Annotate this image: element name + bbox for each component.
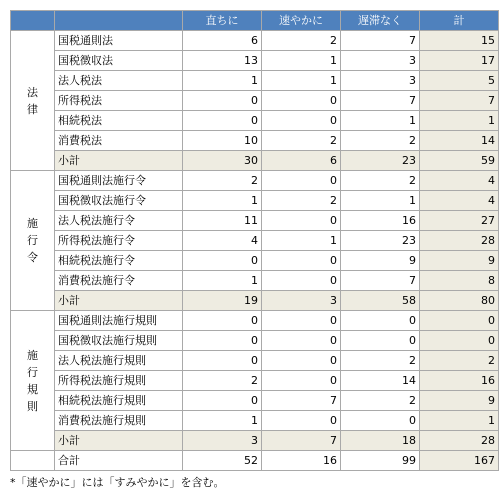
- subtotal-label: 小計: [55, 431, 183, 451]
- value-cell: 2: [341, 391, 420, 411]
- category-label: 施 行 令: [27, 217, 38, 264]
- law-name-cell: 相続税法施行規則: [55, 391, 183, 411]
- row-total-cell: 2: [420, 351, 499, 371]
- value-cell: 7: [341, 91, 420, 111]
- grand-total-label: 合計: [55, 451, 183, 471]
- value-cell: 2: [341, 351, 420, 371]
- category-cell: [11, 311, 55, 451]
- table-row: [11, 71, 499, 91]
- value-cell: 0: [183, 91, 262, 111]
- subtotal-value: 3: [183, 431, 262, 451]
- subtotal-row: [11, 151, 499, 171]
- value-cell: 0: [183, 351, 262, 371]
- table-row: [11, 311, 499, 331]
- table-row: [11, 351, 499, 371]
- value-cell: 6: [183, 31, 262, 51]
- law-name-cell: 国税徴収法施行規則: [55, 331, 183, 351]
- law-name-cell: 相続税法: [55, 111, 183, 131]
- value-cell: 0: [262, 351, 341, 371]
- table-row: [11, 231, 499, 251]
- law-name-cell: 国税徴収法施行令: [55, 191, 183, 211]
- subtotal-label: 小計: [55, 291, 183, 311]
- law-name-cell: 国税通則法施行規則: [55, 311, 183, 331]
- category-label: 法 律: [27, 85, 38, 116]
- value-cell: 0: [341, 311, 420, 331]
- row-total-cell: 17: [420, 51, 499, 71]
- subtotal-row: [11, 291, 499, 311]
- law-name-cell: 法人税法: [55, 71, 183, 91]
- row-total-cell: 7: [420, 91, 499, 111]
- table-row: [11, 271, 499, 291]
- category-label: 施 行 規 則: [27, 348, 38, 413]
- subtotal-label: 小計: [55, 151, 183, 171]
- column-header: 直ちに: [183, 11, 262, 31]
- row-total-cell: 1: [420, 111, 499, 131]
- value-cell: 1: [262, 51, 341, 71]
- law-name-cell: 国税通則法施行令: [55, 171, 183, 191]
- table-row: [11, 111, 499, 131]
- table-row: [11, 171, 499, 191]
- value-cell: 16: [341, 211, 420, 231]
- value-cell: 2: [183, 371, 262, 391]
- value-cell: 3: [341, 71, 420, 91]
- law-name-cell: 相続税法施行令: [55, 251, 183, 271]
- statistics-table: [10, 10, 499, 471]
- value-cell: 2: [262, 131, 341, 151]
- value-cell: 0: [341, 411, 420, 431]
- value-cell: 0: [341, 331, 420, 351]
- value-cell: 0: [183, 391, 262, 411]
- subtotal-value: 30: [183, 151, 262, 171]
- value-cell: 0: [183, 331, 262, 351]
- row-total-cell: 16: [420, 371, 499, 391]
- value-cell: 0: [183, 251, 262, 271]
- value-cell: 14: [341, 371, 420, 391]
- value-cell: 0: [262, 171, 341, 191]
- column-header: 計: [420, 11, 499, 31]
- value-cell: 0: [262, 411, 341, 431]
- row-total-cell: 27: [420, 211, 499, 231]
- law-name-cell: 消費税法施行規則: [55, 411, 183, 431]
- subtotal-value: 18: [341, 431, 420, 451]
- law-name-cell: 所得税法施行令: [55, 231, 183, 251]
- value-cell: 9: [341, 251, 420, 271]
- table-row: [11, 411, 499, 431]
- value-cell: 2: [341, 171, 420, 191]
- table-row: [11, 51, 499, 71]
- value-cell: 0: [262, 251, 341, 271]
- row-total-cell: 4: [420, 191, 499, 211]
- subtotal-value: 19: [183, 291, 262, 311]
- subtotal-value: 59: [420, 151, 499, 171]
- column-header: 速やかに: [262, 11, 341, 31]
- footnote: *「速やかに」には「すみやかに」を含む。: [10, 476, 225, 489]
- value-cell: 1: [341, 111, 420, 131]
- value-cell: 1: [183, 271, 262, 291]
- row-total-cell: 14: [420, 131, 499, 151]
- row-total-cell: 0: [420, 311, 499, 331]
- row-total-cell: 1: [420, 411, 499, 431]
- law-name-cell: 法人税法施行令: [55, 211, 183, 231]
- law-name-cell: 消費税法: [55, 131, 183, 151]
- subtotal-value: 80: [420, 291, 499, 311]
- value-cell: 7: [341, 271, 420, 291]
- row-total-cell: 9: [420, 251, 499, 271]
- column-header: 遅滞なく: [341, 11, 420, 31]
- value-cell: 0: [183, 111, 262, 131]
- row-total-cell: 9: [420, 391, 499, 411]
- subtotal-value: 23: [341, 151, 420, 171]
- subtotal-value: 3: [262, 291, 341, 311]
- value-cell: 0: [262, 331, 341, 351]
- value-cell: 1: [183, 71, 262, 91]
- grand-total-value: 52: [183, 451, 262, 471]
- value-cell: 1: [183, 411, 262, 431]
- law-name-cell: 国税徴収法: [55, 51, 183, 71]
- value-cell: 10: [183, 131, 262, 151]
- row-total-cell: 15: [420, 31, 499, 51]
- grand-total-row: [11, 451, 499, 471]
- law-name-cell: 消費税法施行令: [55, 271, 183, 291]
- value-cell: 0: [262, 371, 341, 391]
- value-cell: 2: [262, 31, 341, 51]
- law-name-cell: 法人税法施行規則: [55, 351, 183, 371]
- row-total-cell: 8: [420, 271, 499, 291]
- table-row: [11, 371, 499, 391]
- law-name-cell: 国税通則法: [55, 31, 183, 51]
- subtotal-row: [11, 431, 499, 451]
- value-cell: 0: [262, 311, 341, 331]
- subtotal-value: 6: [262, 151, 341, 171]
- subtotal-value: 58: [341, 291, 420, 311]
- table-row: [11, 391, 499, 411]
- value-cell: 1: [262, 231, 341, 251]
- grand-total-sum: 167: [420, 451, 499, 471]
- value-cell: 23: [341, 231, 420, 251]
- value-cell: 13: [183, 51, 262, 71]
- grand-total-spacer: [11, 451, 55, 471]
- value-cell: 0: [183, 311, 262, 331]
- row-total-cell: 28: [420, 231, 499, 251]
- value-cell: 0: [262, 111, 341, 131]
- value-cell: 7: [341, 31, 420, 51]
- value-cell: 1: [183, 191, 262, 211]
- value-cell: 2: [341, 131, 420, 151]
- category-cell: [11, 31, 55, 171]
- table-row: [11, 31, 499, 51]
- category-cell: [11, 171, 55, 311]
- value-cell: 11: [183, 211, 262, 231]
- grand-total-value: 99: [341, 451, 420, 471]
- column-header: [11, 11, 55, 31]
- row-total-cell: 5: [420, 71, 499, 91]
- row-total-cell: 0: [420, 331, 499, 351]
- value-cell: 1: [341, 191, 420, 211]
- column-header: [55, 11, 183, 31]
- table-row: [11, 211, 499, 231]
- header-row: [11, 11, 499, 31]
- value-cell: 2: [262, 191, 341, 211]
- value-cell: 2: [183, 171, 262, 191]
- table-row: [11, 91, 499, 111]
- value-cell: 7: [262, 391, 341, 411]
- subtotal-value: 28: [420, 431, 499, 451]
- value-cell: 0: [262, 211, 341, 231]
- law-name-cell: 所得税法施行規則: [55, 371, 183, 391]
- law-name-cell: 所得税法: [55, 91, 183, 111]
- value-cell: 4: [183, 231, 262, 251]
- value-cell: 0: [262, 91, 341, 111]
- table-row: [11, 331, 499, 351]
- row-total-cell: 4: [420, 171, 499, 191]
- table-row: [11, 131, 499, 151]
- table-row: [11, 251, 499, 271]
- grand-total-value: 16: [262, 451, 341, 471]
- value-cell: 3: [341, 51, 420, 71]
- subtotal-value: 7: [262, 431, 341, 451]
- value-cell: 0: [262, 271, 341, 291]
- table-row: [11, 191, 499, 211]
- value-cell: 1: [262, 71, 341, 91]
